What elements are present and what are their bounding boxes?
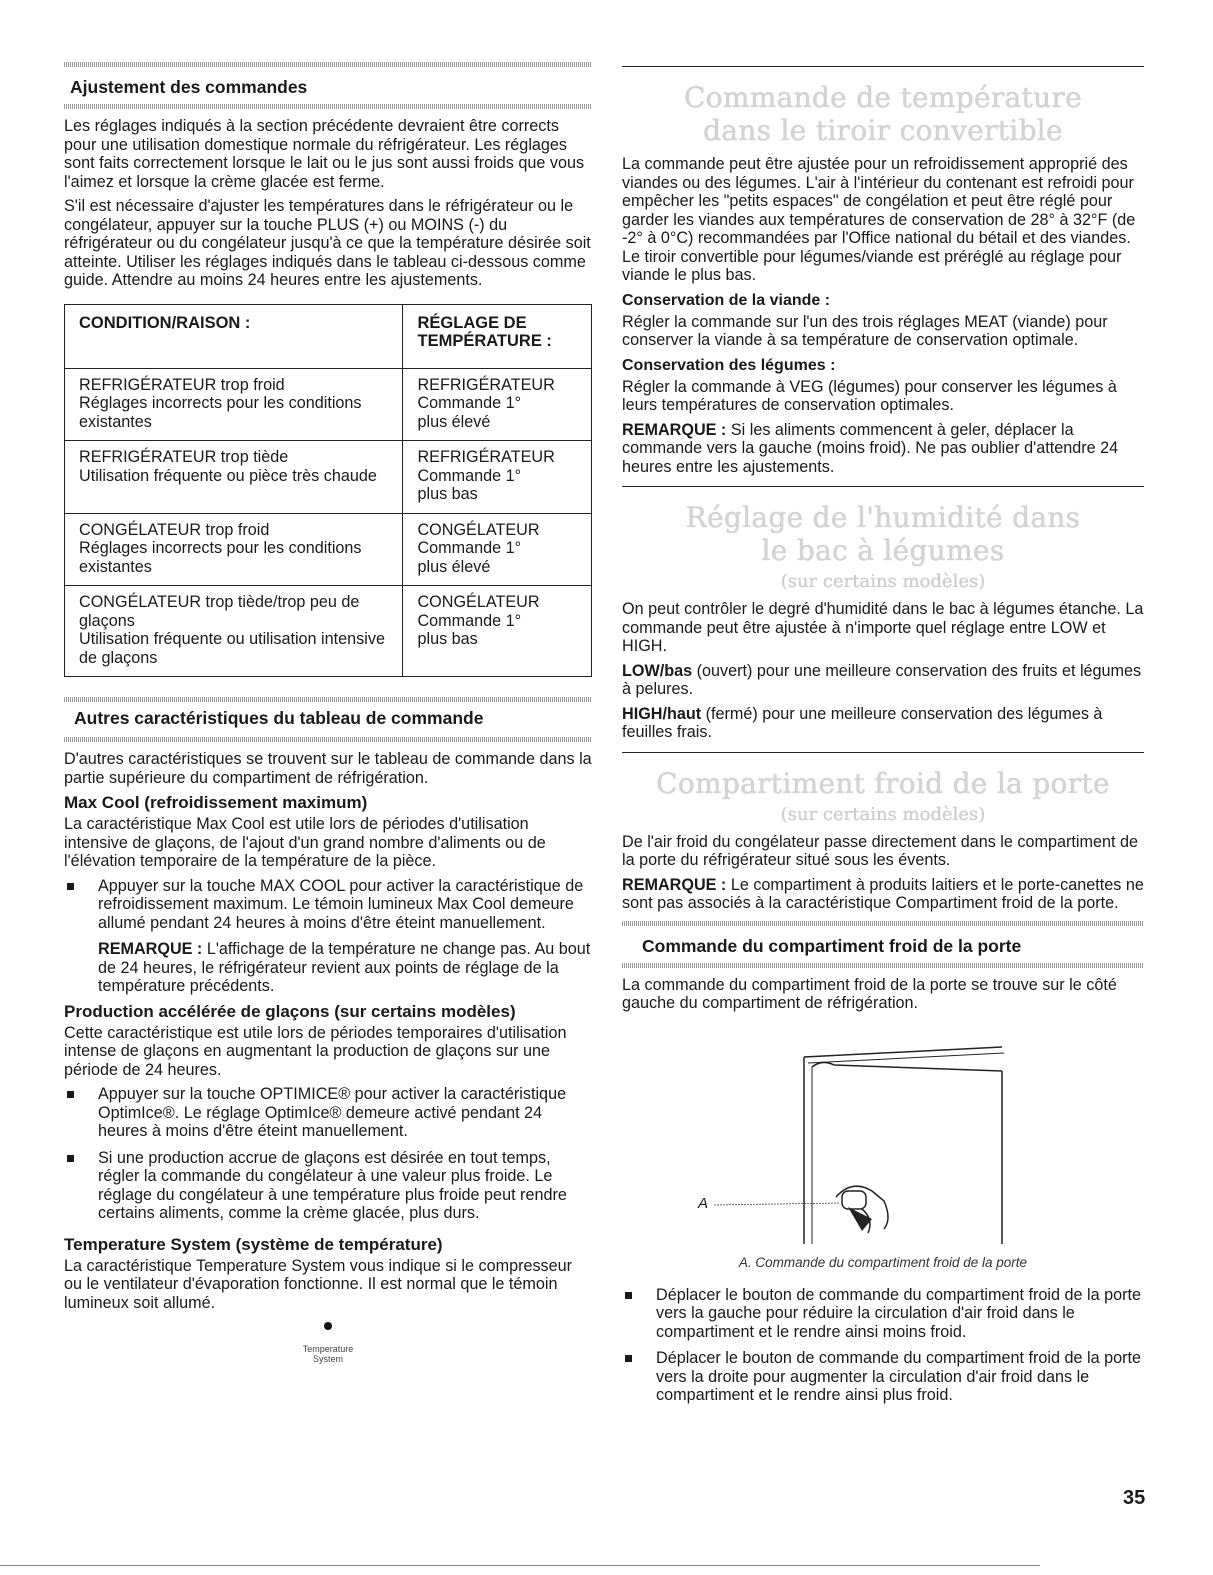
door-control-list [622, 1286, 1144, 1405]
meat-title: Conservation de la viande : [622, 291, 831, 309]
humidity-high: HIGH/haut (fermé) pour une meilleure conservation des légumes à feuilles frais. [622, 704, 1103, 741]
header-condition: CONDITION/RAISON : [65, 304, 403, 368]
ice-paragraph: Cette caractéristique est utile lors de périodes temporaires d'utilisation intense de glaçons en augmentant la production de glaçons sur une période de 24 heures. [64, 1023, 567, 1079]
section-rule [622, 752, 1144, 753]
table-cell: CONGÉLATEUR trop tiède/trop peu de glaçons Utilisation fréquente ou utilisation intensive de glaçons [65, 586, 403, 677]
maxcool-paragraph: La caractéristique Max Cool est utile lors de périodes d'utilisation intensive de glaçons, de l'ajout d'un grand nombre d'aliments ou de l'élévation temporaire de la température de la pièce. [64, 815, 546, 870]
table-row [65, 368, 592, 441]
door-paragraph: De l'air froid du congélateur passe directement dans le compartiment de la porte du réfrigérateur situé sous les évents. [622, 832, 1138, 869]
table-row [65, 586, 592, 677]
list-item: Déplacer le bouton de commande du compartiment froid de la porte vers la droite pour augmenter la circulation d'air froid dans le compartiment et le rendre ainsi plus froid. [622, 1349, 1144, 1405]
temperature-system-paragraph: La caractéristique Temperature System vous indique si le compresseur ou le ventilateur d'évaporation fonctionne. Il est normal que le témoin lumineux soit allumé. [64, 1256, 573, 1312]
door-subtitle: (sur certains modèles) [780, 803, 986, 825]
section-rule [622, 486, 1144, 487]
left-column [64, 62, 592, 1364]
drawer-paragraph: La commande peut être ajustée pour un refroidissement approprié des viandes ou des légumes. L'air à l'intérieur du contenant est refroidi pour empêcher les "petits espaces" de congélation et peut être réglé pour garder les viandes aux températures de conservation de 28° à 32°F (de -2° à 0°C) recommandées par l'Office national du bétail et des viandes. Le tiroir convertible pour légumes/viande est préréglé au réglage pour viande le plus bas. [622, 155, 1136, 284]
veg-paragraph: Régler la commande à VEG (légumes) pour conserver les légumes à leurs températures de conservation optimales. [622, 377, 1117, 414]
right-column [622, 66, 1144, 1413]
veg-title: Conservation des légumes : [622, 356, 836, 374]
ice-title: Production accélérée de glaçons (sur certains modèles) [64, 1001, 516, 1021]
table-row [65, 441, 592, 514]
footer-rule [0, 1565, 1040, 1566]
table-header-row [65, 304, 592, 368]
adjust-paragraph: Les réglages indiqués à la section précédente devraient être corrects pour une utilisation domestique normale du réfrigérateur. Les réglages sont faits correctement lorsque le lait ou le jus sont aussi froids que vous l'aimez et lorsque la crème glacée est ferme. [64, 117, 585, 191]
table-cell: CONGÉLATEUR Commande 1° plus bas [403, 586, 592, 677]
section-rule [64, 104, 592, 109]
door-title: Compartiment froid de la porte [656, 766, 1110, 800]
list-item: Déplacer le bouton de commande du compartiment froid de la porte vers la gauche pour réduire la circulation d'air froid dans le compartiment et le rendre ainsi moins froid. [622, 1286, 1144, 1342]
door-control-paragraph: La commande du compartiment froid de la porte se trouve sur le côté gauche du compartiment de réfrigération. [622, 975, 1117, 1012]
indicator-label: Temperature [302, 1344, 354, 1354]
table-cell: REFRIGÉRATEUR trop tiède Utilisation fréquente ou pièce très chaude [65, 441, 403, 514]
other-intro: D'autres caractéristiques se trouvent sur le tableau de commande dans la partie supérieure du compartiment de réfrigération. [64, 750, 592, 787]
temperature-system-indicator [64, 1322, 592, 1364]
adjust-paragraph: S'il est nécessaire d'ajuster les températures dans le réfrigérateur ou le congélateur, appuyer sur la touche PLUS (+) ou MOINS (-) du réfrigérateur ou du congélateur jusqu'à ce que la température désirée soit atteinte. Utiliser les réglages indiqués dans le tableau ci-dessous comme guide. Attendre au moins 24 heures entre les ajustements. [64, 197, 591, 289]
door-control-title: Commande du compartiment froid de la porte [642, 935, 1022, 956]
humidity-title: Réglage de l'humidité dans le bac à légumes [685, 501, 1081, 567]
section-rule [622, 963, 1144, 968]
indicator-label: System [312, 1354, 343, 1364]
figure-caption: A. Commande du compartiment froid de la porte [738, 1254, 1028, 1270]
list-item: Appuyer sur la touche OPTIMICE® pour activer la caractéristique OptimIce®. Le réglage OptimIce® demeure activé pendant 24 heures à moins d'être éteint manuellement. [64, 1085, 592, 1141]
section-rule [64, 737, 592, 742]
maxcool-title: Max Cool (refroidissement maximum) [64, 793, 368, 812]
table-cell: CONGÉLATEUR trop froid Réglages incorrects pour les conditions existantes [65, 513, 403, 586]
drawer-remark: REMARQUE : Si les aliments commencent à geler, déplacer la commande vers la gauche (moins froid). Ne pas oublier d'attendre 24 heures entre les ajustements. [622, 420, 1119, 476]
indicator-light-icon [324, 1322, 332, 1330]
humidity-subtitle: (sur certains modèles) [780, 571, 986, 592]
settings-table [64, 304, 592, 678]
drawer-title: Commande de température dans le tiroir convertible [684, 81, 1082, 147]
other-features-title: Autres caractéristiques du tableau de commande [74, 708, 484, 728]
section-rule [622, 921, 1144, 926]
maxcool-list [64, 877, 592, 933]
page-number: 35 [1123, 1487, 1146, 1509]
adjust-title: Ajustement des commandes [70, 77, 308, 97]
section-rule [64, 697, 592, 702]
meat-paragraph: Régler la commande sur l'un des trois réglages MEAT (viande) pour conserver la viande à sa température de conservation optimale. [622, 312, 1108, 349]
maxcool-remark: REMARQUE : L'affichage de la température ne change pas. Au bout de 24 heures, le réfrigérateur revient aux points de réglage de la température précédents. [98, 940, 591, 995]
door-remark: REMARQUE : Le compartiment à produits laitiers et le porte-canettes ne sont pas associés à la caractéristique Compartiment froid de la porte. [622, 875, 1144, 912]
door-figure [622, 1019, 1144, 1249]
table-cell: REFRIGÉRATEUR trop froid Réglages incorrects pour les conditions existantes [65, 368, 403, 441]
humidity-paragraph: On peut contrôler le degré d'humidité dans le bac à légumes étanche. La commande peut être ajustée à n'importe quel réglage entre LOW et HIGH. [622, 600, 1144, 655]
table-cell: REFRIGÉRATEUR Commande 1° plus bas [403, 441, 592, 514]
figure-label-a: A [698, 1194, 709, 1212]
list-item: Appuyer sur la touche MAX COOL pour activer la caractéristique de refroidissement maximum. Le témoin lumineux Max Cool demeure allumé pendant 24 heures à moins d'être éteint manuellement. [64, 877, 592, 933]
section-rule [64, 62, 592, 67]
temperature-system-title: Temperature System (système de température) [64, 1234, 443, 1254]
refrigerator-door-illustration [622, 1019, 1144, 1249]
section-rule [622, 66, 1144, 67]
ice-list [64, 1085, 592, 1223]
humidity-low: LOW/bas (ouvert) pour une meilleure conservation des fruits et légumes à pelures. [622, 661, 1142, 698]
header-setting: RÉGLAGE DE TEMPÉRATURE : [403, 304, 592, 368]
table-cell: REFRIGÉRATEUR Commande 1° plus élevé [403, 368, 592, 441]
table-cell: CONGÉLATEUR Commande 1° plus élevé [403, 513, 592, 586]
list-item: Si une production accrue de glaçons est désirée en tout temps, régler la commande du congélateur à une valeur plus froide. Le réglage du congélateur à une température plus froide peut rendre certains aliments, comme la crème glacée, plus durs. [64, 1149, 592, 1223]
table-row [65, 513, 592, 586]
